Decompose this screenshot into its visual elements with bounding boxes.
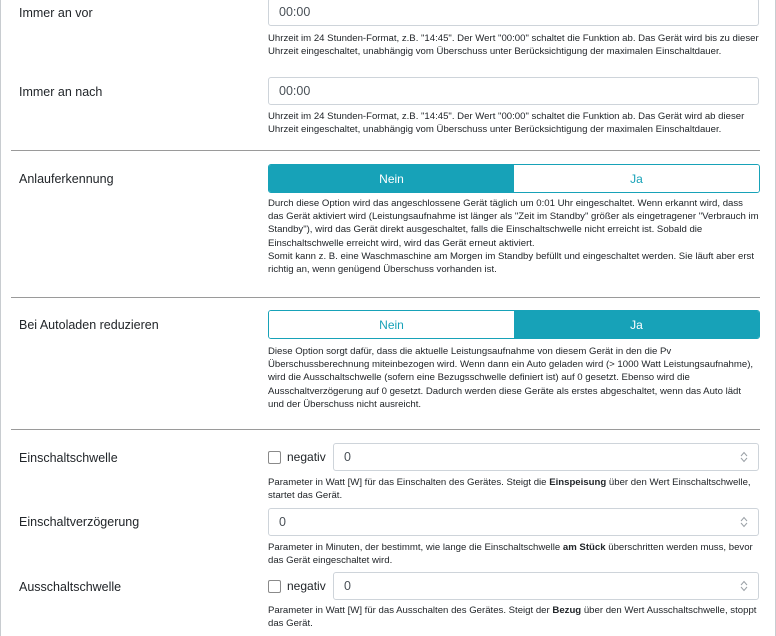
anlauferkennung-help-text-2: Somit kann z. B. eine Waschmaschine am Morgen im Standby befüllt und eingeschaltet werden. Sie läuft aber erst richtig an, wenn genügend Überschuss vorhanden ist. <box>268 250 754 276</box>
ausschaltschwelle-value: 0 <box>344 579 351 593</box>
anlauferkennung-help-text-1: Durch diese Option wird das angeschlossene Gerät täglich um 0:01 Uhr eingeschaltet. Wenn erkannt wird, dass das Gerät aktiviert wird (Leistungsaufnahme ist länger als "Zeit im Standby" größer als eingetragener "Verbrauch im Standby"), wird das Gerät direkt ausgeschaltet, falls die Einschaltschwelle nicht erreicht ist. Sobald die Einschaltschwelle erreicht wird, wird das Gerät erneut aktiviert. <box>268 198 759 249</box>
autoladen-label: Bei Autoladen reduzieren <box>19 318 159 332</box>
help-bold-text: Einspeisung <box>549 477 607 488</box>
ausschaltschwelle-label: Ausschaltschwelle <box>19 580 122 594</box>
ausschaltschwelle-negativ-label: negativ <box>287 579 326 593</box>
ausschaltschwelle-negativ[interactable] <box>268 572 326 600</box>
immer-an-vor-label: Immer an vor <box>19 6 93 20</box>
autoladen-toggle <box>268 310 760 339</box>
spinner-icon[interactable] <box>740 580 748 592</box>
einschaltschwelle-negativ[interactable] <box>268 443 326 471</box>
einschaltschwelle-negativ-checkbox[interactable] <box>268 451 281 464</box>
immer-an-vor-help: Uhrzeit im 24 Stunden-Format, z.B. "14:45". Der Wert "00:00" schaltet die Funktion ab. Das Gerät wird bis zu dieser Uhrzeit eingeschaltet, unabhängig vom Überschuss unter Berücksichtigung der maximalen Einschaltdauer. <box>268 33 759 58</box>
einschaltverzoegerung-help <box>268 541 759 567</box>
einschaltschwelle-value: 0 <box>344 450 351 464</box>
einschaltverzoegerung-label: Einschaltverzögerung <box>19 515 140 529</box>
immer-an-nach-help: Uhrzeit im 24 Stunden-Format, z.B. "14:45". Der Wert "00:00" schaltet die Funktion ab. Das Gerät wird ab dieser Uhrzeit eingeschaltet, unabhängig vom Überschuss unter Berücksichtigung der maximalen Einschaltdauer. <box>268 111 745 136</box>
autoladen-ja-button[interactable]: Ja <box>514 311 759 338</box>
anlauferkennung-nein-button[interactable]: Nein <box>269 165 514 192</box>
separator <box>11 297 760 298</box>
anlauferkennung-toggle <box>268 164 760 193</box>
ausschaltschwelle-negativ-checkbox[interactable] <box>268 580 281 593</box>
help-text: über den Wert Einschaltschwelle, startet das Gerät. <box>268 477 751 502</box>
immer-an-nach-input[interactable]: 00:00 <box>268 77 759 105</box>
help-bold-text: am Stück <box>562 542 606 553</box>
einschaltschwelle-input[interactable] <box>333 443 759 471</box>
help-text: über den Wert Ausschaltschwelle, stoppt das Gerät. <box>268 605 757 630</box>
einschaltschwelle-negativ-label: negativ <box>287 450 326 464</box>
einschaltverzoegerung-value: 0 <box>279 515 286 529</box>
einschaltverzoegerung-input[interactable] <box>268 508 759 536</box>
help-text: Parameter in Watt [W] für das Ausschalten des Gerätes. Steigt der <box>268 605 553 616</box>
separator <box>11 429 760 430</box>
ausschaltschwelle-input[interactable] <box>333 572 759 600</box>
help-text: Parameter in Minuten, der bestimmt, wie lange die Einschaltschwelle <box>268 542 563 553</box>
anlauferkennung-ja-button[interactable]: Ja <box>514 165 759 192</box>
einschaltschwelle-label: Einschaltschwelle <box>19 451 118 465</box>
autoladen-nein-button[interactable]: Nein <box>269 311 514 338</box>
ausschaltschwelle-help <box>268 604 759 630</box>
einschaltschwelle-help <box>268 476 759 502</box>
autoladen-help: Diese Option sorgt dafür, dass die aktuelle Leistungsaufnahme von diesem Gerät in den die Pv Überschussberechnung miteinbezogen wird. Wenn dann ein Auto geladen wird (> 1000 Watt Leistungsaufnahme), wird die Ausschaltschwelle (sofern eine Bezugsschwelle definiert ist) auf 0 gesetzt. Ebenso wird die Ausschaltverzögerung auf 0 gesetzt. Dadurch werden diese Geräte als erstes abgeschaltet, wenn das Auto lädt und der Überschuss nicht ausreicht. <box>268 346 754 410</box>
anlauferkennung-help <box>268 197 759 276</box>
help-bold-text: Bezug <box>552 605 582 616</box>
help-text: Parameter in Watt [W] für das Einschalten des Gerätes. Steigt die <box>268 477 550 488</box>
immer-an-vor-input[interactable]: 00:00 <box>268 0 759 26</box>
separator <box>11 150 760 151</box>
spinner-icon[interactable] <box>740 516 748 528</box>
spinner-icon[interactable] <box>740 451 748 463</box>
help-text: überschritten werden muss, bevor das Gerät eingeschaltet wird. <box>268 542 753 567</box>
immer-an-nach-label: Immer an nach <box>19 85 103 99</box>
anlauferkennung-label: Anlauferkennung <box>19 172 114 186</box>
